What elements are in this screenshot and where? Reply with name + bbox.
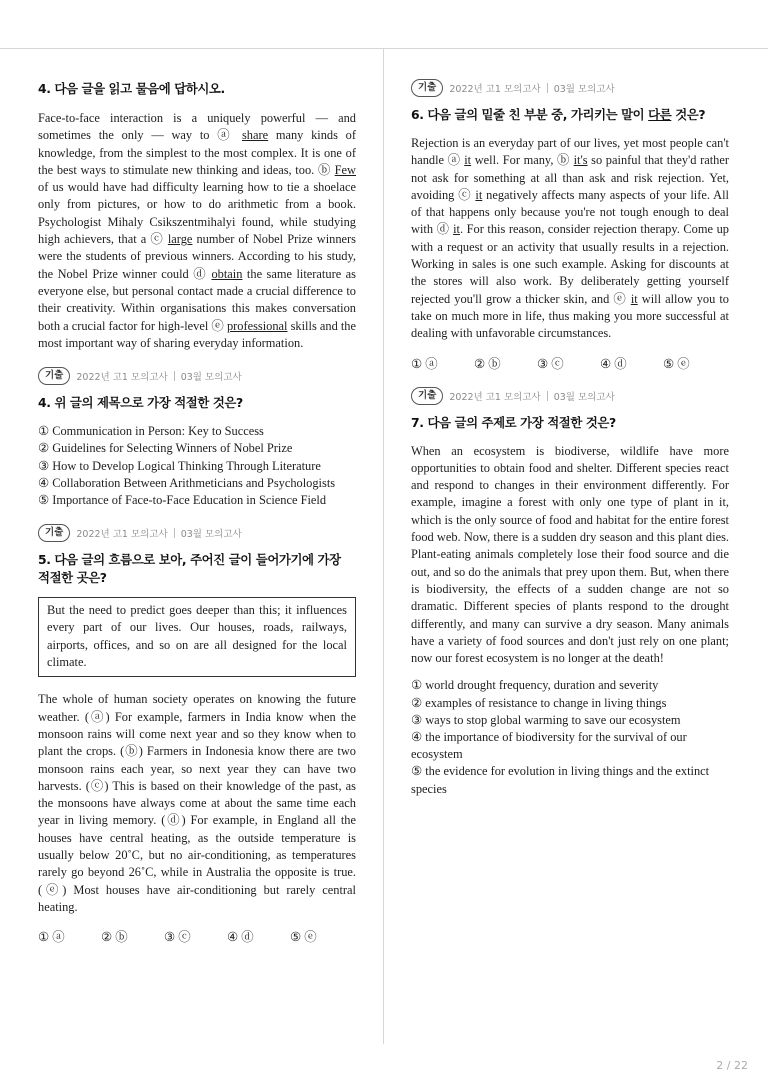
past-exam-badge: 기출 — [38, 524, 70, 542]
passage-segment: of us would have had difficulty learning how to tie a shoelace only from pictures, or how to do arithmetic from a book. Psychologist Mihaly Csikszentmihalyi found, while studying high achievers, that a — [38, 180, 356, 247]
q7-options — [411, 677, 729, 797]
underlined-word-a: it — [464, 153, 472, 168]
marker-a: ⓐ — [447, 153, 461, 168]
passage-segment: Face-to-face interaction is a uniquely powerful — and sometimes the only — way to — [38, 111, 356, 143]
q7-option-4[interactable]: ④ the importance of biodiversity for the survival of our ecosystem — [411, 730, 687, 762]
q7-option-3[interactable]: ③ ways to stop global warming to save our ecosystem — [411, 712, 681, 727]
marker-b: ⓑ — [557, 153, 570, 168]
left-column — [38, 58, 356, 946]
q5-choice-3[interactable]: ③ ⓒ — [164, 930, 191, 945]
q5-choice-4[interactable]: ④ ⓓ — [227, 930, 254, 945]
q7-option-5[interactable]: ⑤ the evidence for evolution in living things and the extinct species — [411, 764, 710, 796]
past-exam-badge: 기출 — [38, 367, 70, 385]
passage-segment: the same literature as everyone else, but personal contact made a crucial difference to their creativity. Within organisations this makes conversation both a crucial factor for high-level — [38, 266, 356, 333]
exam-month: 03월 모의고사 — [553, 84, 615, 95]
underlined-word-b: Few — [334, 162, 356, 177]
passage-segment: negatively affects many aspects of your life. All of that happens only because you're not tough enough to deal with — [411, 187, 729, 237]
q7-option-1[interactable]: ① world drought frequency, duration and severity — [411, 678, 659, 693]
underlined-word-d: obtain — [211, 266, 243, 281]
tag-separator — [174, 528, 175, 538]
underlined-word-c: it — [475, 187, 483, 202]
q5-title: 5. 다음 글의 흐름으로 보아, 주어진 글이 들어가기에 가장 적절한 곳은? — [38, 552, 341, 586]
exam-month: 03월 모의고사 — [180, 529, 242, 541]
exam-month: 03월 모의고사 — [553, 391, 615, 403]
q6-title — [411, 106, 729, 124]
q6-choice-5[interactable]: ⑤ ⓔ — [663, 356, 690, 371]
passage-segment: many kinds of knowledge, from the simplest to the most complex. It is one of the best ways to stimulate new thinking and ideas, too. — [38, 128, 357, 177]
q5-passage: The whole of human society operates on knowing the future weather. (ⓐ) For example, farmers in India know when the monsoon rains will come next year and so they know when to plant the crops. (ⓑ) Farmers in Indonesia know there are two monsoon rains each year, so next year they can have two harvests. (ⓒ) This is based on their knowledge of the past, as the monsoons have always come at about the same time each year in living memory. (ⓓ) For example, in England all the houses have central heating, as the outside temperature is usually below 20˚C, but no air-conditioning, as temperatures rarely go beyond 26˚C, while in Australia the opposite is true. (ⓔ) Most houses have air-conditioning but rarely central heating. — [38, 692, 356, 914]
exam-year: 2022년 고1 모의고사 — [76, 529, 168, 541]
q4-title: 4. 위 글의 제목으로 가장 적절한 것은? — [38, 395, 243, 411]
q4-option-1[interactable]: ① Communication in Person: Key to Success — [38, 424, 264, 439]
tag-separator — [174, 371, 175, 381]
right-column — [411, 58, 729, 798]
underlined-word-b: it's — [573, 153, 588, 168]
column-divider — [383, 49, 384, 1044]
q6-title-text: 것은? — [671, 107, 706, 122]
q5-source-tag — [38, 523, 356, 543]
marker-d: ⓓ — [436, 222, 450, 237]
exam-month: 03월 모의고사 — [180, 372, 242, 384]
tag-separator — [547, 83, 548, 93]
q5-choice-1[interactable]: ① ⓐ — [38, 930, 65, 945]
q6-choice-1[interactable]: ① ⓐ — [411, 356, 438, 371]
underlined-word-a: share — [241, 128, 269, 143]
page-number: 2 / 22 — [716, 1059, 748, 1072]
passage-text — [38, 110, 356, 352]
q5-choice-2[interactable]: ② ⓑ — [101, 930, 128, 945]
exam-year: 2022년 고1 모의고사 — [449, 84, 541, 95]
past-exam-badge: 기출 — [411, 79, 443, 97]
underlined-word-d: it — [453, 222, 460, 237]
q6-title-underlined: 다른 — [648, 107, 672, 122]
tag-separator — [547, 391, 548, 401]
underlined-word-e: professional — [226, 318, 288, 333]
exam-year: 2022년 고1 모의고사 — [76, 372, 168, 384]
q4-option-5[interactable]: ⑤ Importance of Face-to-Face Education in Science Field — [38, 492, 327, 507]
passage-segment: number of Nobel Prize winners were the students of previous winners. According to his study, the Nobel Prize winner could — [38, 232, 356, 281]
q4-options — [38, 423, 356, 509]
q6-passage — [411, 135, 729, 343]
passage-segment: . For this reason, consider rejection therapy. Come up with a request or an activity that usually results in a rejection. Working in sales is one such example. Asking for discounts at the stores will also work. By deliberately getting yourself rejected you'll grow a thicker skin, and — [411, 222, 729, 306]
exam-year: 2022년 고1 모의고사 — [449, 391, 541, 403]
marker-c: ⓒ — [458, 187, 472, 202]
q5-given-sentence: But the need to predict goes deeper than this; it influences every part of our lives. Our houses, roads, railways, airports, offices, and so on are all designed for the local climate. — [47, 603, 347, 670]
q7-passage: When an ecosystem is biodiverse, wildlife have more opportunities to obtain food and shelter. Different species react and respond to changes in their environment differently. For example, imagine a forest with only one type of plant in it, which is the only source of food and habitat for the entire forest food web. Now, there is a sudden dry season and this plant dies. Plant-eating animals completely lose their food source and die out, and so do the animals that prey upon them. But, when there is biodiversity, the effects of a sudden change are not so dramatic. Different species of plants respond to the drought differently, and many can survive a dry season. Many animals have a variety of food sources and don't just rely on one plant; now our forest ecosystem is no longer at the death! — [411, 443, 729, 666]
q6-choices — [411, 355, 729, 373]
q4-option-2[interactable]: ② Guidelines for Selecting Winners of Nobel Prize — [38, 441, 293, 456]
passage-segment: well. For many, — [471, 153, 558, 168]
q7-title: 7. 다음 글의 주제로 가장 적절한 것은? — [411, 414, 616, 430]
q4-source-tag — [38, 366, 356, 386]
marker-a: ⓐ — [217, 128, 235, 143]
q5-choices — [38, 928, 356, 946]
passage-segment: so painful that they'd rather not ask for something at all than ask and risk rejection. Yet, avoiding — [411, 153, 729, 202]
marker-d: ⓓ — [193, 266, 207, 281]
q6-choice-3[interactable]: ③ ⓒ — [537, 356, 564, 371]
underlined-word-c: large — [167, 232, 193, 247]
q5-given-sentence-box — [38, 597, 356, 677]
marker-e: ⓔ — [211, 318, 224, 333]
q6-choice-2[interactable]: ② ⓑ — [474, 356, 501, 371]
marker-c: ⓒ — [150, 232, 164, 247]
passage-title: 4. 다음 글을 읽고 물음에 답하시오. — [38, 81, 225, 96]
past-exam-badge: 기출 — [411, 387, 443, 405]
header-rule — [0, 48, 768, 49]
q6-source-tag — [411, 78, 729, 98]
underlined-word-e: it — [630, 291, 638, 306]
q7-option-2[interactable]: ② examples of resistance to change in living things — [411, 695, 667, 710]
q4-option-3[interactable]: ③ How to Develop Logical Thinking Through Literature — [38, 458, 321, 473]
marker-e: ⓔ — [613, 291, 627, 306]
q6-choice-4[interactable]: ④ ⓓ — [600, 356, 627, 371]
q4-option-4[interactable]: ④ Collaboration Between Arithmeticians and Psychologists — [38, 475, 336, 490]
passage-segment: skills and the most important way of sharing everyday information. — [38, 318, 357, 350]
passage-segment: will allow you to take on much more in life, thus making you more successful at dealing with unfavorable circumstances. — [411, 291, 729, 341]
passage-segment: Rejection is an everyday part of our lives, yet most people can't handle — [411, 136, 729, 168]
q7-source-tag — [411, 386, 729, 406]
q6-title-text: 6. 다음 글의 밑줄 친 부분 중, 가리키는 말이 — [411, 107, 649, 122]
q5-choice-5[interactable]: ⑤ ⓔ — [290, 930, 317, 945]
marker-b: ⓑ — [317, 162, 331, 177]
